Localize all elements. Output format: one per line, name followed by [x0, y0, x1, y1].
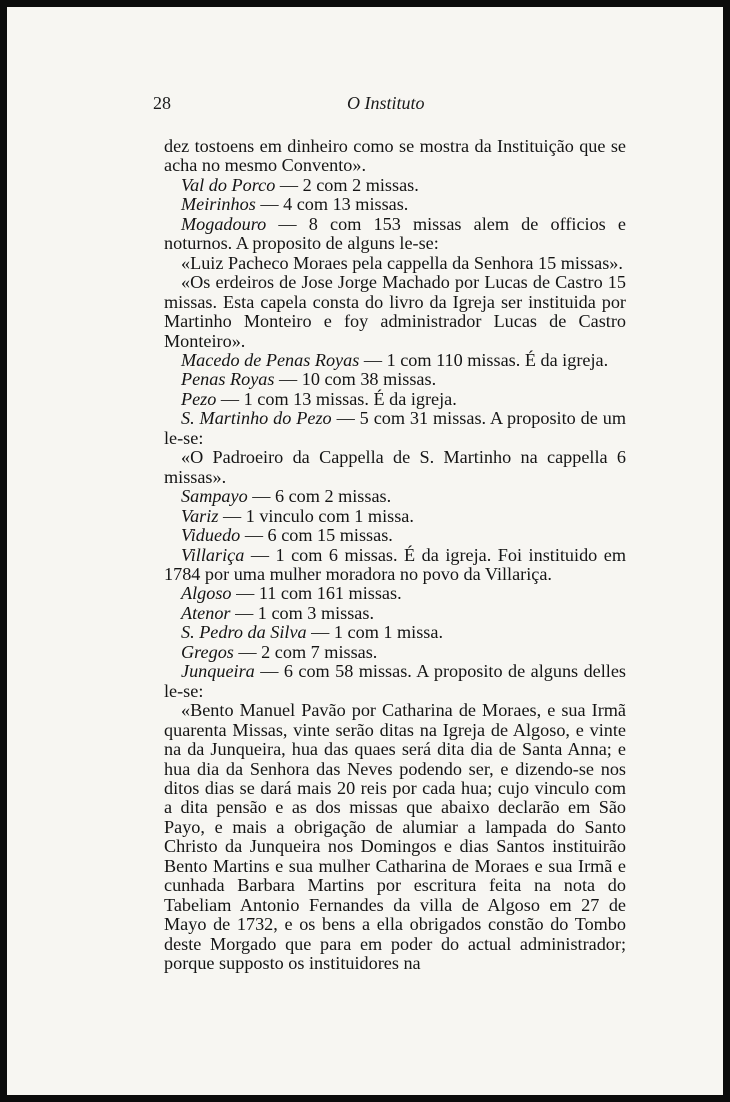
paragraph-text: — 5 com 31 missas. A proposito de um le-se: [164, 408, 626, 448]
paragraph-text: «O Padroeiro da Cappella de S. Martinho na cappella 6 missas». [164, 447, 626, 487]
paragraph [164, 526, 626, 545]
page-number: 28 [153, 93, 171, 113]
paragraph-text: dez tostoens em dinheiro como se mostra da Instituição que se acha no mesmo Convento». [164, 136, 626, 176]
paragraph [164, 643, 626, 662]
place-name: Algoso [181, 583, 232, 604]
paragraph [164, 701, 626, 973]
place-name: Variz [181, 505, 219, 526]
paragraph-text: — 10 com 38 missas. [274, 369, 437, 390]
body-text [164, 137, 626, 973]
place-name: Macedo de Penas Royas [181, 349, 360, 370]
paragraph [164, 351, 626, 370]
paragraph [164, 409, 626, 448]
place-name: Gregos [181, 641, 234, 662]
paragraph [164, 195, 626, 214]
book-page [7, 7, 723, 1095]
paragraph-text: — 6 com 58 missas. A proposito de alguns delles le-se: [164, 661, 626, 701]
paragraph [164, 604, 626, 623]
place-name: Villariça [181, 544, 245, 565]
paragraph-text: — 2 com 2 missas. [275, 174, 419, 195]
paragraph [164, 215, 626, 254]
place-name: Sampayo [181, 486, 248, 507]
paragraph [164, 662, 626, 701]
paragraph-text: «Bento Manuel Pavão por Catharina de Moraes, e sua Irmã quarenta Missas, vinte serão ditas na Igreja de Algoso, e vinte na da Junqueira, hua das quaes será dita dia de Santa Anna; e hua dia da Senhora das Neves podendo ser, e dizendo-se nos ditos dias se dará mais 20 reis por cada hua; cujo vinculo com a dita pensão e as dos missas que abaixo declarão em São Payo, e mais a obrigação de alumiar a lampada do Santo Christo da Junqueira nos Domingos e dias Santos instituirão Bento Martins e sua mulher Catharina de Moraes e sua Irmã e cunhada Barbara Martins por escritura feita na nota do Tabeliam Antonio Fernandes da villa de Algoso em 27 de Mayo de 1732, e os bens a ella obrigados constão do Tombo deste Morgado que para em poder do actual administrador; porque supposto os instituidores na [164, 700, 626, 974]
paragraph-text: — 6 com 2 missas. [247, 486, 392, 507]
paragraph-text: — 1 com 6 missas. É da igreja. Foi instituido em 1784 por uma mulher moradora no povo da Villariça. [164, 544, 626, 584]
paragraph [164, 507, 626, 526]
paragraph [164, 487, 626, 506]
paragraph-text: — 1 com 1 missa. [306, 622, 444, 643]
paragraph-text: — 8 com 153 missas alem de officios e noturnos. A proposito de alguns le-se: [164, 213, 626, 254]
paragraph-text: «Os erdeiros de Jose Jorge Machado por Lucas de Castro 15 missas. Esta capela consta do livro da Igreja ser instituida por Martinho Monteiro e foy administrador Lucas de Castro Monteiro». [164, 272, 626, 351]
paragraph-text: «Luiz Pacheco Moraes pela cappella da Senhora 15 missas». [181, 252, 623, 273]
place-name: Meirinhos [181, 194, 256, 215]
paragraph [164, 176, 626, 195]
paragraph [164, 448, 626, 487]
paragraph-text: — 1 com 13 missas. É da igreja. [216, 388, 457, 409]
place-name: Atenor [181, 602, 231, 623]
place-name: Val do Porco [181, 174, 276, 195]
place-name: Junqueira [181, 661, 255, 682]
paragraph [164, 273, 626, 351]
paragraph-text: — 6 com 15 missas. [240, 525, 393, 546]
page-header [7, 93, 723, 119]
paragraph-text: — 1 vinculo com 1 missa. [218, 505, 414, 526]
paragraph [164, 137, 626, 176]
paragraph-text: — 11 com 161 missas. [231, 583, 402, 604]
place-name: S. Martinho do Pezo [181, 408, 332, 429]
running-title: O Instituto [347, 93, 425, 113]
paragraph [164, 546, 626, 585]
place-name: Pezo [181, 388, 217, 409]
paragraph-text: — 1 com 110 missas. É da igreja. [359, 349, 609, 370]
place-name: Mogadouro [181, 213, 267, 234]
paragraph [164, 584, 626, 603]
paragraph-text: — 1 com 3 missas. [230, 602, 374, 623]
paragraph [164, 390, 626, 409]
paragraph-text: — 2 com 7 missas. [233, 641, 378, 662]
place-name: Penas Royas [181, 369, 275, 390]
paragraph [164, 370, 626, 389]
place-name: Viduedo [181, 525, 241, 546]
paragraph [164, 254, 626, 273]
paragraph [164, 623, 626, 642]
place-name: S. Pedro da Silva [181, 622, 307, 643]
paragraph-text: — 4 com 13 missas. [255, 194, 409, 215]
